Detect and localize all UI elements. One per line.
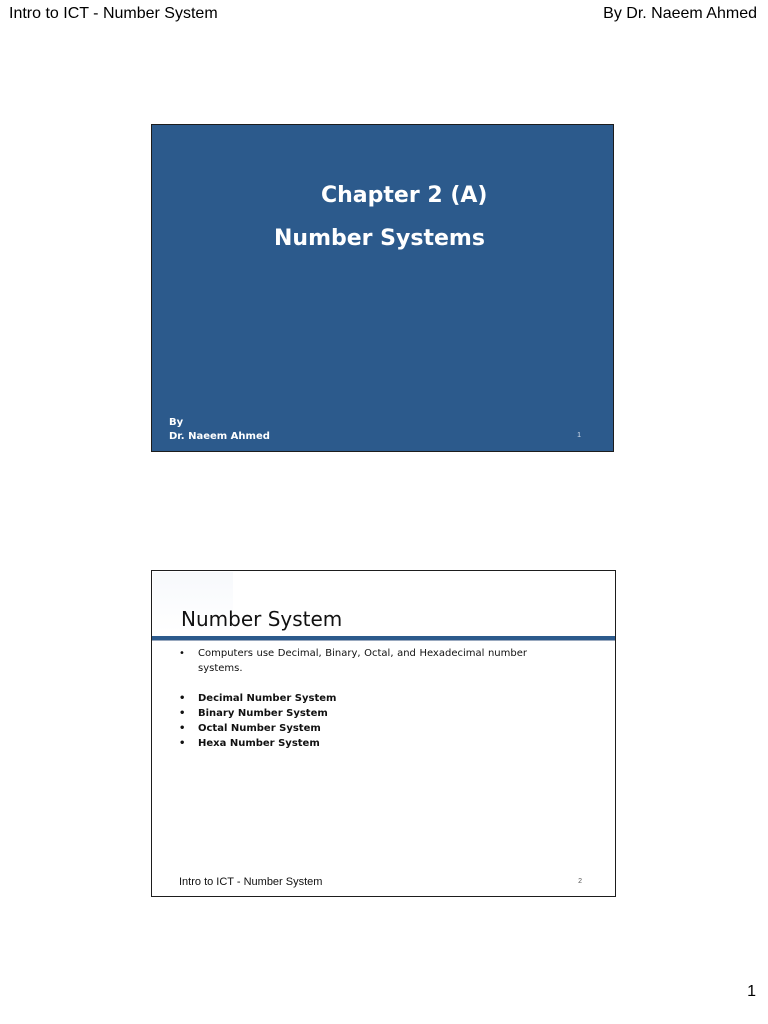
slide-1-author-block — [169, 416, 270, 444]
bullet-icon: • — [179, 708, 186, 719]
slide-2-item: Octal Number System — [198, 723, 321, 734]
slide-2-title: Number System — [181, 607, 343, 631]
bullet-icon: • — [179, 693, 186, 704]
list-item — [179, 706, 527, 721]
list-item — [179, 646, 527, 676]
slide-1-title: Chapter 2 (A) — [321, 183, 488, 208]
slide-2-number: 2 — [578, 878, 582, 885]
bullet-icon: • — [179, 738, 186, 749]
slide-2-item: Decimal Number System — [198, 693, 337, 704]
bullet-icon: • — [179, 723, 186, 734]
slide-1-author: Dr. Naeem Ahmed — [169, 431, 270, 442]
slide-2-thumbnail — [151, 570, 616, 897]
list-item — [179, 691, 527, 706]
slide-1-by-label: By — [169, 417, 184, 428]
page-number: 1 — [747, 983, 756, 1000]
page-header-author: By Dr. Naeem Ahmed — [603, 5, 757, 22]
slide-2-intro: Computers use Decimal, Binary, Octal, and Hexadecimal number systems. — [198, 648, 527, 674]
slide-2-body — [179, 646, 527, 751]
slide-1-subtitle: Number Systems — [274, 226, 485, 251]
slide-1-thumbnail — [151, 124, 614, 452]
list-item — [179, 721, 527, 736]
list-item — [179, 736, 527, 751]
page-header-title: Intro to ICT - Number System — [9, 5, 218, 22]
bullet-icon: • — [179, 648, 185, 659]
slide-2-item: Hexa Number System — [198, 738, 320, 749]
slide-2-item: Binary Number System — [198, 708, 328, 719]
slide-2-footer: Intro to ICT - Number System — [179, 876, 323, 888]
slide-1-number: 1 — [577, 432, 581, 439]
slide-2-title-rule-thin — [152, 640, 615, 641]
